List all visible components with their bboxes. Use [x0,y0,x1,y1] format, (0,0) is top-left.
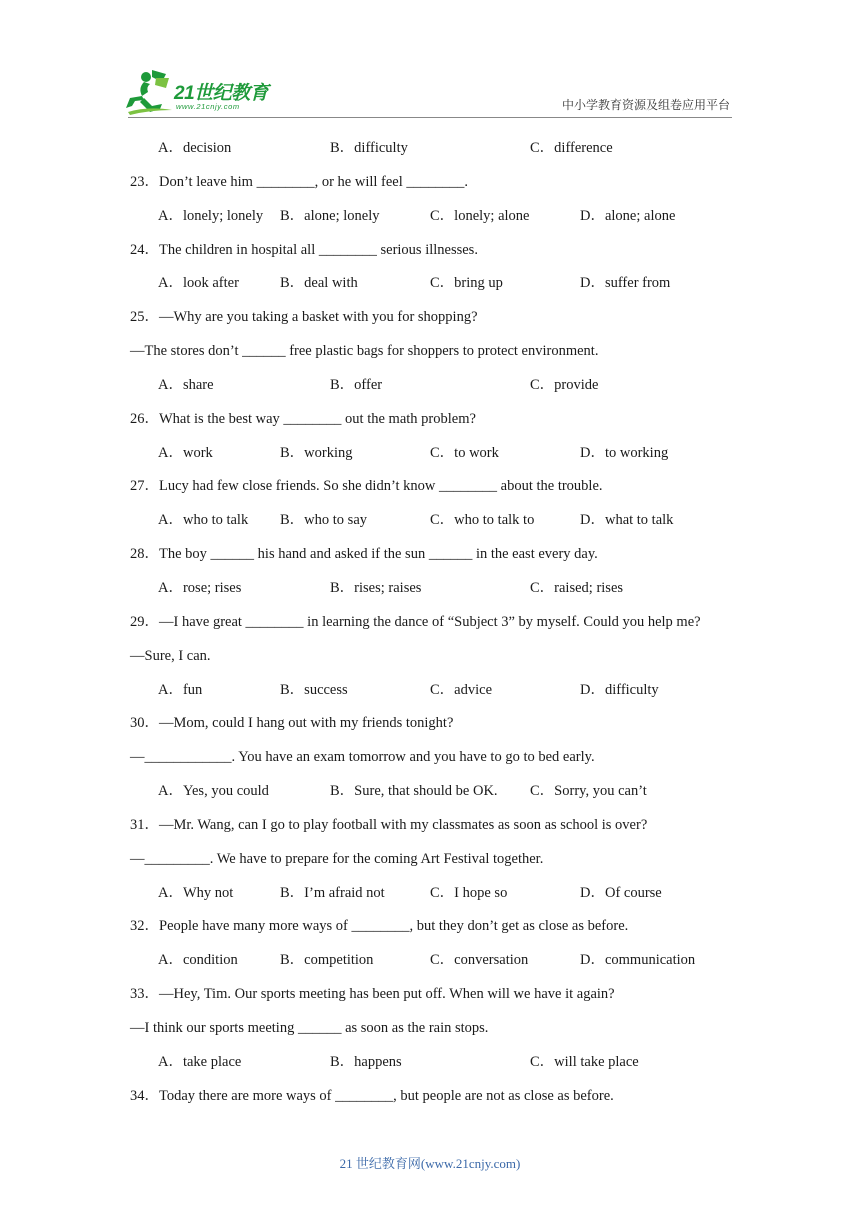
options-row [0,205,860,239]
options-row [0,272,860,306]
options-row [0,949,860,983]
question-row [0,408,860,442]
option-c: C．who to talk to [430,512,535,529]
platform-title: 中小学教育资源及组卷应用平台 [561,98,730,112]
option-a: A．take place [158,1053,242,1070]
option-a: A．rose; rises [158,579,242,596]
option-a: A．fun [158,681,203,698]
option-a: A．look after [158,275,239,292]
option-b: B．happens [330,1053,402,1070]
option-c: C．raised; rises [530,579,624,596]
option-b: B．deal with [280,275,358,292]
question-row [0,1085,860,1119]
logo-url: www.21cnjy.com [176,102,240,111]
logo-text: 21世纪教育 [174,83,269,104]
option-b: B．difficulty [330,140,408,156]
option-c: C．Sorry, you can’t [530,783,647,800]
option-c: C．conversation [430,952,529,969]
option-a: A．who to talk [158,512,249,529]
option-b: B．rises; raises [330,579,422,596]
question-stem: 24．The children in hospital all ________ serious illnesses. [130,241,478,258]
reply-row [0,746,860,780]
question-row [0,915,860,949]
option-c: C．advice [430,681,493,698]
question-row [0,171,860,205]
dialogue-reply: —_________. We have to prepare for the coming Art Festival together. [130,850,544,867]
question-stem: 28．The boy ______ his hand and asked if the sun ______ in the east every day. [130,546,598,563]
option-c: C．will take place [530,1053,639,1070]
question-stem: 32．People have many more ways of ________, but they don’t get as close as before. [130,918,629,935]
page-footer: 21 世纪教育网(www.21cnjy.com) [339,1156,521,1171]
option-b: B．who to say [280,512,367,529]
question-stem: 29．—I have great ________ in learning the dance of “Subject 3” by myself. Could you help me? [130,613,701,630]
options-row [0,509,860,543]
options-row [0,137,860,171]
option-b: B．Sure, that should be OK. [330,783,498,800]
reply-row [0,340,860,374]
option-d: D．what to talk [580,512,674,529]
question-stem: 30．—Mom, could I hang out with my friends tonight? [130,715,454,732]
dialogue-reply: —Sure, I can. [130,647,211,664]
dialogue-reply: —____________. You have an exam tomorrow and you have to go to bed early. [130,749,595,766]
question-list [0,137,860,1118]
header-divider [128,117,732,118]
options-row [0,679,860,713]
options-row [0,577,860,611]
question-stem: 23．Don’t leave him ________, or he will feel ________. [130,173,469,190]
question-row [0,712,860,746]
option-a: A．work [158,444,213,461]
option-b: B．success [280,681,348,698]
option-d: D．communication [580,952,696,969]
question-row [0,543,860,577]
option-a: A．condition [158,952,238,969]
options-row [0,374,860,408]
option-b: B．alone; lonely [280,207,380,224]
runner-logo-icon [122,68,174,116]
question-stem: 33．—Hey, Tim. Our sports meeting has been put off. When will we have it again? [130,986,615,1003]
question-row [0,239,860,273]
question-stem: 34．Today there are more ways of ________, but people are not as close as before. [130,1087,614,1104]
option-c: C．bring up [430,275,503,292]
question-stem: 25．—Why are you taking a basket with you for shopping? [130,309,478,326]
option-d: D．to working [580,444,669,461]
options-row [0,882,860,916]
options-row [0,780,860,814]
question-row [0,475,860,509]
option-b: B．offer [330,376,383,393]
logo [122,68,292,116]
option-d: D．alone; alone [580,207,676,224]
option-c: C．I hope so [430,884,508,901]
question-row [0,306,860,340]
reply-row [0,645,860,679]
question-stem: 31．—Mr. Wang, can I go to play football with my classmates as soon as school is over? [130,816,648,833]
reply-row [0,1017,860,1051]
options-row [0,1051,860,1085]
question-row [0,983,860,1017]
option-b: B．competition [280,952,374,969]
option-c: C．lonely; alone [430,207,530,224]
option-a: A．lonely; lonely [158,207,264,224]
reply-row [0,848,860,882]
question-row [0,814,860,848]
option-c: C．difference [530,140,613,156]
dialogue-reply: —The stores don’t ______ free plastic bags for shoppers to protect environment. [130,343,599,360]
option-a: A．decision [158,140,232,156]
option-a: A．share [158,376,214,393]
option-c: C．provide [530,376,599,393]
option-b: B．working [280,444,353,461]
options-row [0,442,860,476]
question-stem: 27．Lucy had few close friends. So she didn’t know ________ about the trouble. [130,478,603,495]
option-d: D．difficulty [580,681,659,698]
option-a: A．Yes, you could [158,783,269,800]
option-c: C．to work [430,444,499,461]
question-stem: 26．What is the best way ________ out the math problem? [130,410,476,427]
option-a: A．Why not [158,884,234,901]
option-d: D．Of course [580,884,662,901]
dialogue-reply: —I think our sports meeting ______ as soon as the rain stops. [130,1019,489,1036]
page-header [0,0,860,125]
option-d: D．suffer from [580,275,671,292]
option-b: B．I’m afraid not [280,884,385,901]
question-row [0,611,860,645]
